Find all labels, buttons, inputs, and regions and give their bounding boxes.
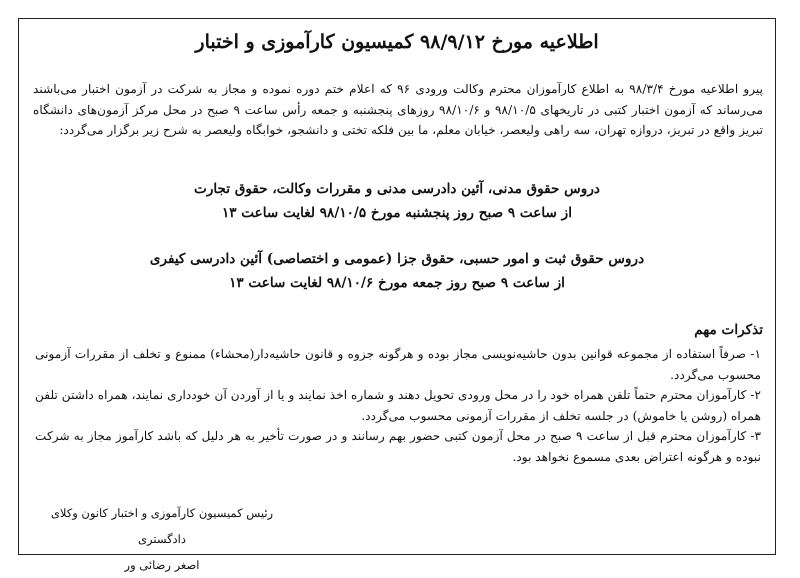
note-item-3: ۳- کارآموزان محترم قبل از ساعت ۹ صبح در محل آزمون کتبی حضور بهم رسانند و در صورت تأخیر به هر دلیل که باشد کارآموز مجاز به شرکت نبوده و هرگونه اعتراض بعدی مسموع نخواهد بود.	[35, 429, 761, 464]
exam-session-1-courses: دروس حقوق مدنی، آئین دادرسی مدنی و مقررات وکالت، حقوق تجارت	[194, 181, 600, 197]
important-notes-list	[35, 344, 761, 467]
notice-frame	[18, 18, 776, 572]
signer-position: رئیس کمیسیون کارآموزی و اختبار کانون وکلای دادگستری	[50, 506, 274, 546]
note-item-2: ۲- کارآموزان محترم حتماً تلفن همراه خود را در محل ورودی تحویل دهند و شماره اخذ نمایند و یا از آوردن آن خودداری نمایند، همراه داشتن تلفن همراه (روشن یا خاموش) در جلسه تخلف از مقررات آزمونی محسوب می‌گردد.	[35, 388, 761, 423]
exam-session-2-courses: دروس حقوق ثبت و امور حسبی، حقوق جزا (عمومی و اختصاصی) آئین دادرسی کیفری	[149, 251, 645, 267]
exam-session-2	[19, 247, 775, 295]
notice-document	[19, 19, 775, 572]
intro-paragraph: پیرو اطلاعیه مورخ ۹۸/۳/۴ به اطلاع کارآموزان محترم وکالت ورودی ۹۶ که اعلام ختم دوره نموده و مجاز به شرکت در آزمون اختبار می‌باشند می‌رساند که آزمون اختبار کتبی در تاریخهای ۹۸/۱۰/۵ و ۹۸/۱۰/۶ روزهای پنجشنبه و جمعه رأس ساعت ۹ صبح در محل مرکز آزمون‌های دانشگاه تبریز واقع در تبریز، دروازه تهران، سه راهی ولیعصر، خیابان معلم، ما بین فلکه تختی و دانشجو، خوابگاه ولیعصر به شرح زیر برگزار می‌گردد:	[33, 82, 763, 137]
exam-session-1	[19, 177, 775, 225]
exam-session-1-time: از ساعت ۹ صبح روز پنجشنبه مورخ ۹۸/۱۰/۵ لغایت ساعت ۱۳	[221, 205, 573, 221]
notice-title: اطلاعیه مورخ ۹۸/۹/۱۲ کمیسیون کارآموزی و اختبار	[195, 31, 599, 53]
note-item-1: ۱- صرفاً استفاده از مجموعه قوانین بدون حاشیه‌نویسی مجاز بوده و هرگونه جزوه و قانون حاشیه‌دار(محشاء) ممنوع و تخلف از مقررات آزمونی محسوب می‌گردد.	[35, 347, 761, 382]
signer-name: اصغر رضائی ور	[124, 558, 200, 572]
exam-session-2-time: از ساعت ۹ صبح روز جمعه مورخ ۹۸/۱۰/۶ لغایت ساعت ۱۳	[229, 275, 565, 291]
signature-block	[47, 500, 277, 578]
important-notes-heading: تذکرات مهم	[694, 322, 763, 338]
